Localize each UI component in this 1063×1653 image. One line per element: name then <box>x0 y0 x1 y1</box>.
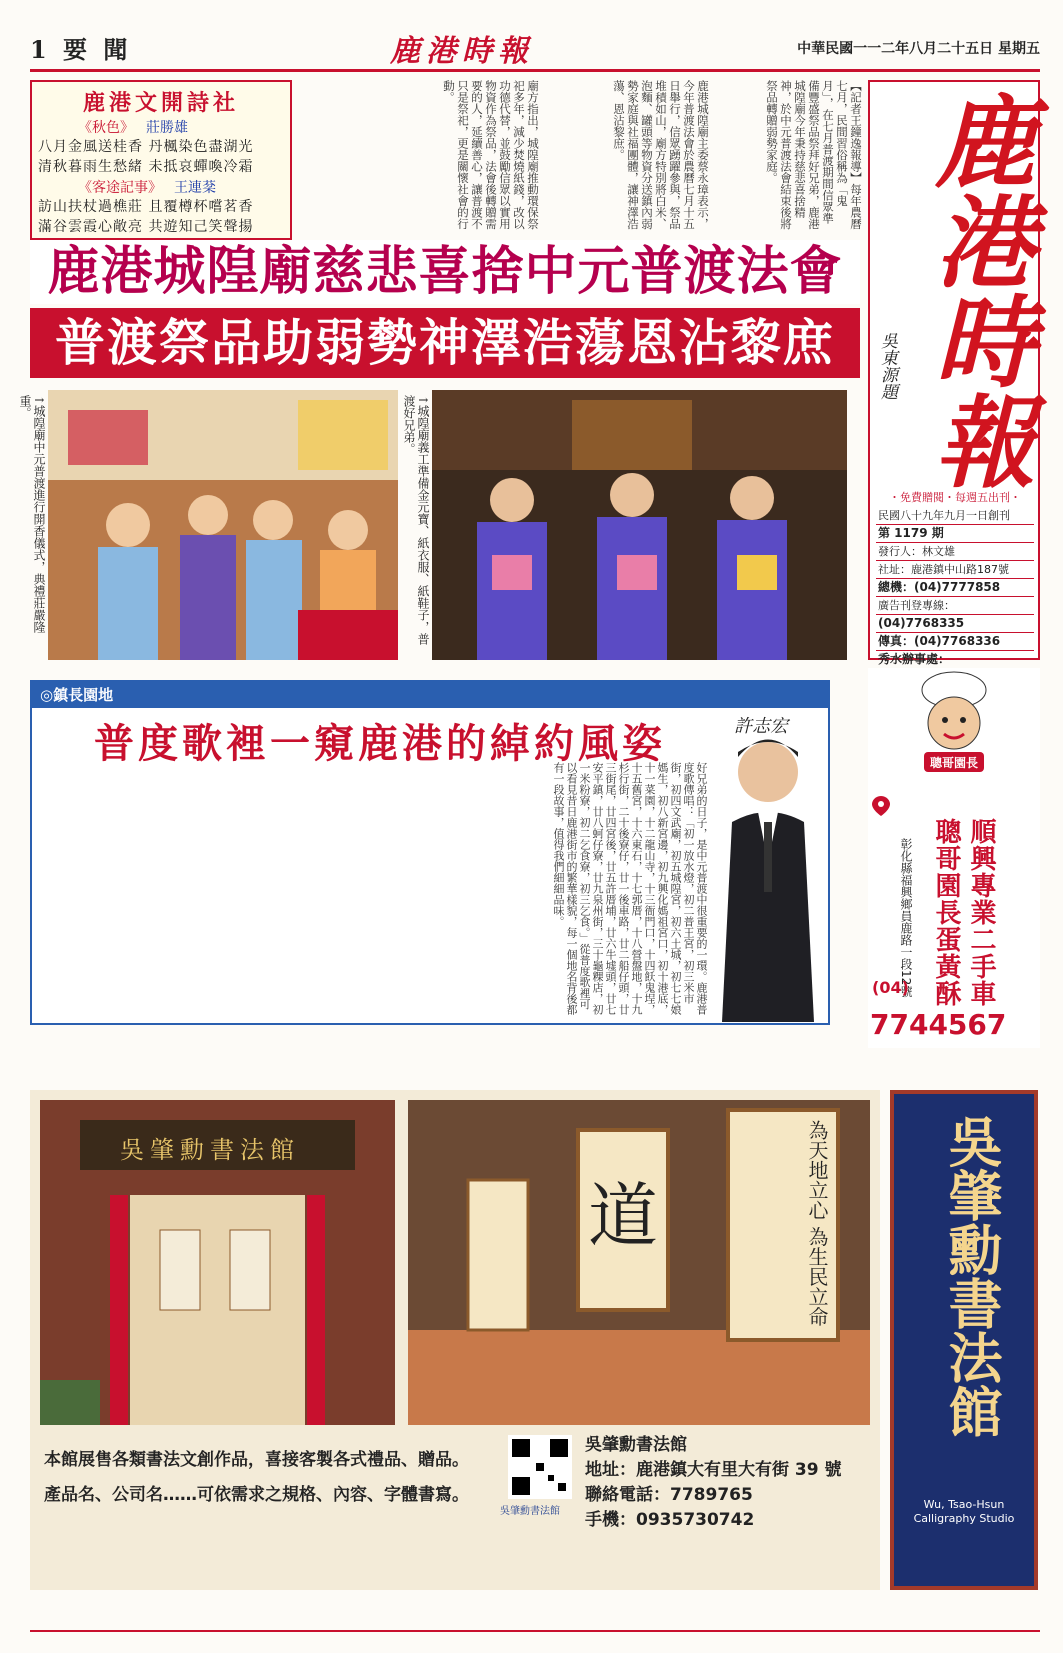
gallery-desc-2: 產品名、公司名……可依需求之規格、內容、字體書寫。 <box>44 1485 469 1505</box>
mayor-portrait <box>712 712 824 1022</box>
ad-phone: 7744567 <box>870 1008 1007 1041</box>
address: 社址：鹿港鎮中山路187號 <box>876 561 1034 579</box>
fax: 傳真：(04)7768336 <box>876 633 1034 651</box>
issue-number: 第 1179 期 <box>876 525 1034 543</box>
town-body: 好兄弟的日子，是中元普渡中很重要的一環。鹿港普度歌傳唱：「初一放水燈，初二普王宮，初三米市街，初四文武廟，初五城隍宮，初六土城，初七七娘媽生，初八新宮邊，初九興化媽祖宮口，初十港底，十一菜園，十二龍山寺，十三衙門口，十四飫鬼埕，十五舊宮，十六東石，十七郭厝，十八營盤地，十九杉行街，二十後寮仔，廿一後車路，廿二船仔頭，廿三街尾，廿四宮後，廿五許厝埔，廿六牛墟頭，廿七安平鎮，廿八蚵仔寮，廿九泉州街，三十龜粿店，初一米粉寮，初二乞食寮，初三乞食。」從普度歌裡可以看見昔日鹿港街市的繁華樣貌，每一個地名背後都有一段故事，值得我們細細品味。 <box>552 762 708 1015</box>
poem-author-1: 莊勝雄 <box>146 120 188 136</box>
footer-rule <box>30 1630 1040 1632</box>
page-section-label: 1 要 聞 <box>30 35 132 64</box>
poem-line: 滿谷雲霞心敞亮 共遊知己笑聲揚 <box>38 219 254 235</box>
ad-address: 彰化縣福興鄉員鹿路一段12號 <box>899 838 913 998</box>
mascot-badge: 聰哥園長 <box>930 756 979 770</box>
ad-area-code: (04) <box>872 978 909 997</box>
town-section <box>30 680 830 1025</box>
banner-english-1: Wu, Tsao-Hsun <box>923 1498 1005 1511</box>
volunteers-photo <box>432 390 847 660</box>
photo-caption-2: ↑城隍廟義工準備金元寶、紙衣服、紙鞋子，普渡好兄弟。 <box>402 395 430 646</box>
banner-name: 吳肇勳書法館 <box>940 1114 1004 1438</box>
poem-box <box>30 80 292 240</box>
banner-english <box>894 1498 1034 1526</box>
chef-mascot-icon <box>904 668 1004 778</box>
calligraphy-banner-ad <box>890 1090 1038 1590</box>
ceremony-photo <box>48 390 398 660</box>
ad-label: 廣告刊登專線： <box>876 597 1034 615</box>
snack-ad <box>868 668 1040 1048</box>
scroll-calligraphy: 為天地立心 為生民立命 <box>805 1120 829 1327</box>
banner-english-2: Calligraphy Studio <box>913 1512 1015 1525</box>
facebook-label: 吳肇勳書法館 <box>500 1506 560 1517</box>
section-tag: ◎鎮長園地 <box>32 682 828 708</box>
ad-phone: (04)7768335 <box>876 615 1034 633</box>
town-title: 普度歌裡一窺鹿港的綽約風姿 <box>94 720 666 767</box>
publisher: 發行人：林文雄 <box>876 543 1034 561</box>
studio-name: 吳肇勳書法館 <box>585 1435 687 1455</box>
poem-line: 清秋暮雨生愁緒 未抵哀蟬喚冷霜 <box>38 159 254 175</box>
studio-phone: 聯絡電話：7789765 <box>585 1485 753 1505</box>
photo-caption-1: ↑城隍廟中元普渡進行開香儀式，典禮莊嚴隆重。 <box>18 395 46 634</box>
gallery-desc-1: 本館展售各類書法文創作品，喜接客製各式禮品、贈品。 <box>44 1450 469 1470</box>
header-masthead: 鹿港時報 <box>390 34 534 69</box>
article-column: 廟方指出，城隍廟推動環保祭祀多年，減少焚燒紙錢，改以功德代替，並鼓勵信眾以實用物資作為祭品，法會後轉贈需要的人，延續善心，讓普渡不只是祭祀，更是關懷社會的行動。 <box>442 80 540 230</box>
article-column: 鹿港城隍廟主委蔡永璋表示，今年普渡法會於農曆七月十五日舉行，信眾踴躍參與，祭品堆積如山，廟方特別將白米、泡麵、罐頭等物資分送鎮內弱勢家庭與社福團體，讓神澤浩蕩、恩沾黎庶。 <box>612 80 710 230</box>
studio-plaque: 吳肇勳書法館 <box>120 1136 300 1164</box>
masthead-logo: 鹿港時報 <box>918 90 1036 490</box>
branch-label: 秀水辦事處： <box>876 651 1034 669</box>
ad-name-2: 聰哥園長蛋黃酥 <box>931 818 961 1007</box>
scroll-char: 道 <box>588 1175 658 1257</box>
phone: 總機：(04)7777858 <box>876 579 1034 597</box>
studio-mobile: 手機：0935730742 <box>585 1510 755 1530</box>
poem-title: 鹿港文開詩社 <box>82 90 239 116</box>
masthead-box <box>868 80 1040 666</box>
free-notice: ・免費贈閱・每週五出刊・ <box>889 491 1021 504</box>
founded: 民國八十九年九月一日創刊 <box>876 507 1034 525</box>
poem-author-2: 王連棻 <box>174 180 216 196</box>
ad-name-1: 順興專業二手車 <box>966 818 996 1007</box>
poem-title-2: 《客途記事》 <box>78 180 162 196</box>
poem-line: 八月金風送桂香 丹楓染色盡湖光 <box>38 139 254 155</box>
masthead-signature: 吳東源題 <box>877 332 897 400</box>
poem-line: 訪山扶杖過樵莊 且覆樽杯嚐茗香 <box>38 199 254 215</box>
calligraphy-gallery-ad <box>30 1090 880 1590</box>
studio-entrance-photo <box>40 1100 395 1425</box>
studio-interior-photo <box>408 1100 870 1425</box>
main-headline: 鹿港城隍廟慈悲喜捨中元普渡法會 <box>30 240 860 304</box>
studio-address: 地址：鹿港鎮大有里大有街 39 號 <box>585 1460 842 1480</box>
article-column: 【記者王鐘逸報導】每年農曆七月，民間習俗稱為「鬼月」，在七月普渡期間信眾準備豐盛祭品祭拜好兄弟，鹿港城隍廟今年秉持慈悲喜捨精神，於中元普渡法會結束後將祭品轉贈弱勢家庭。 <box>765 80 863 230</box>
sub-headline: 普渡祭品助弱勢神澤浩蕩恩沾黎庶 <box>30 308 860 378</box>
qr-code-icon <box>508 1435 572 1499</box>
location-pin-icon <box>872 796 890 816</box>
mayor-signature: 許志宏 <box>734 716 788 737</box>
poem-title-1: 《秋色》 <box>78 120 134 136</box>
issue-date: 中華民國一一二年八月二十五日 星期五 <box>797 41 1040 57</box>
page-header <box>30 26 1040 72</box>
